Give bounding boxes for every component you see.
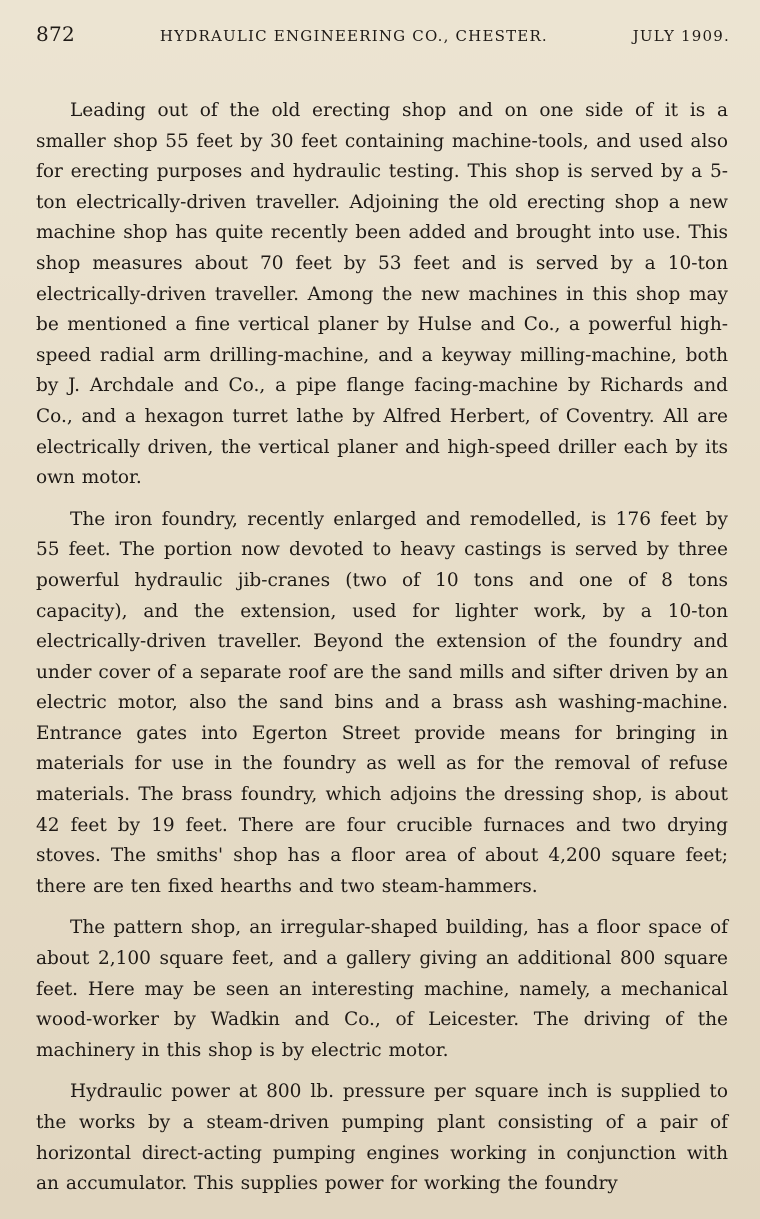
paragraph-iron-foundry: The iron foundry, recently enlarged and remodelled, is 176 feet by 55 feet. The portion now devoted to heavy castings is served by three powerful hydraulic jib-cranes (two of 10 tons and one of 8 tons capacity), and the extension, used for lighter work, by a 10-ton electrically-driven traveller. Beyond the extension of the foundry and under cover of a separate roof are the sand mills and sifter driven by an electric motor, also the sand bins and a brass ash washing-machine. Entrance gates into Egerton Street provide means for bringing in materials for use in the foundry as well as for the removal of refuse materials. The brass foundry, which adjoins the dressing shop, is about 42 feet by 19 feet. There are four crucible furnaces and two drying stoves. The smiths' shop has a floor area of about 4,200 square feet; there are ten fixed hearths and two steam-hammers. bbox=[36, 508, 728, 897]
running-head bbox=[36, 22, 730, 52]
page-number: 872 bbox=[36, 22, 76, 46]
paragraph-machine-shop: Leading out of the old erecting shop and on one side of it is a smaller shop 55 feet by 30 feet containing machine-tools, and used also for erecting purposes and hydraulic testing. This shop is served by a 5-ton electrically-driven traveller. Adjoining the old erecting shop a new machine shop has quite recently been added and brought into use. This shop measures about 70 feet by 53 feet and is served by a 10-ton electrically-driven traveller. Among the new machines in this shop may be mentioned a fine vertical planer by Hulse and Co., a powerful high-speed radial arm drilling-machine, and a keyway milling-machine, both by J. Archdale and Co., a pipe flange facing-machine by Richards and Co., and a hexagon turret lathe by Alfred Herbert, of Coventry. All are electrically driven, the vertical planer and high-speed driller each by its own motor. bbox=[36, 100, 728, 489]
running-title: HYDRAULIC ENGINEERING CO., CHESTER. bbox=[159, 27, 548, 45]
paragraph-pattern-shop: The pattern shop, an irregular-shaped building, has a floor space of about 2,100 square feet, and a gallery giving an additional 800 square feet. Here may be seen an interesting machine, namely, a mechanical wood-worker by Wadkin and Co., of Leicester. The driving of the machinery in this shop is by electric motor. bbox=[36, 917, 728, 1061]
paragraph-hydraulic-power: Hydraulic power at 800 lb. pressure per square inch is supplied to the works by a steam-driven pumping plant consisting of a pair of horizontal direct-acting pumping engines working in conjunction with an accumulator. This supplies power for working the foundry bbox=[36, 1081, 728, 1195]
running-date: JULY 1909. bbox=[632, 27, 730, 45]
body-text bbox=[36, 96, 728, 1200]
